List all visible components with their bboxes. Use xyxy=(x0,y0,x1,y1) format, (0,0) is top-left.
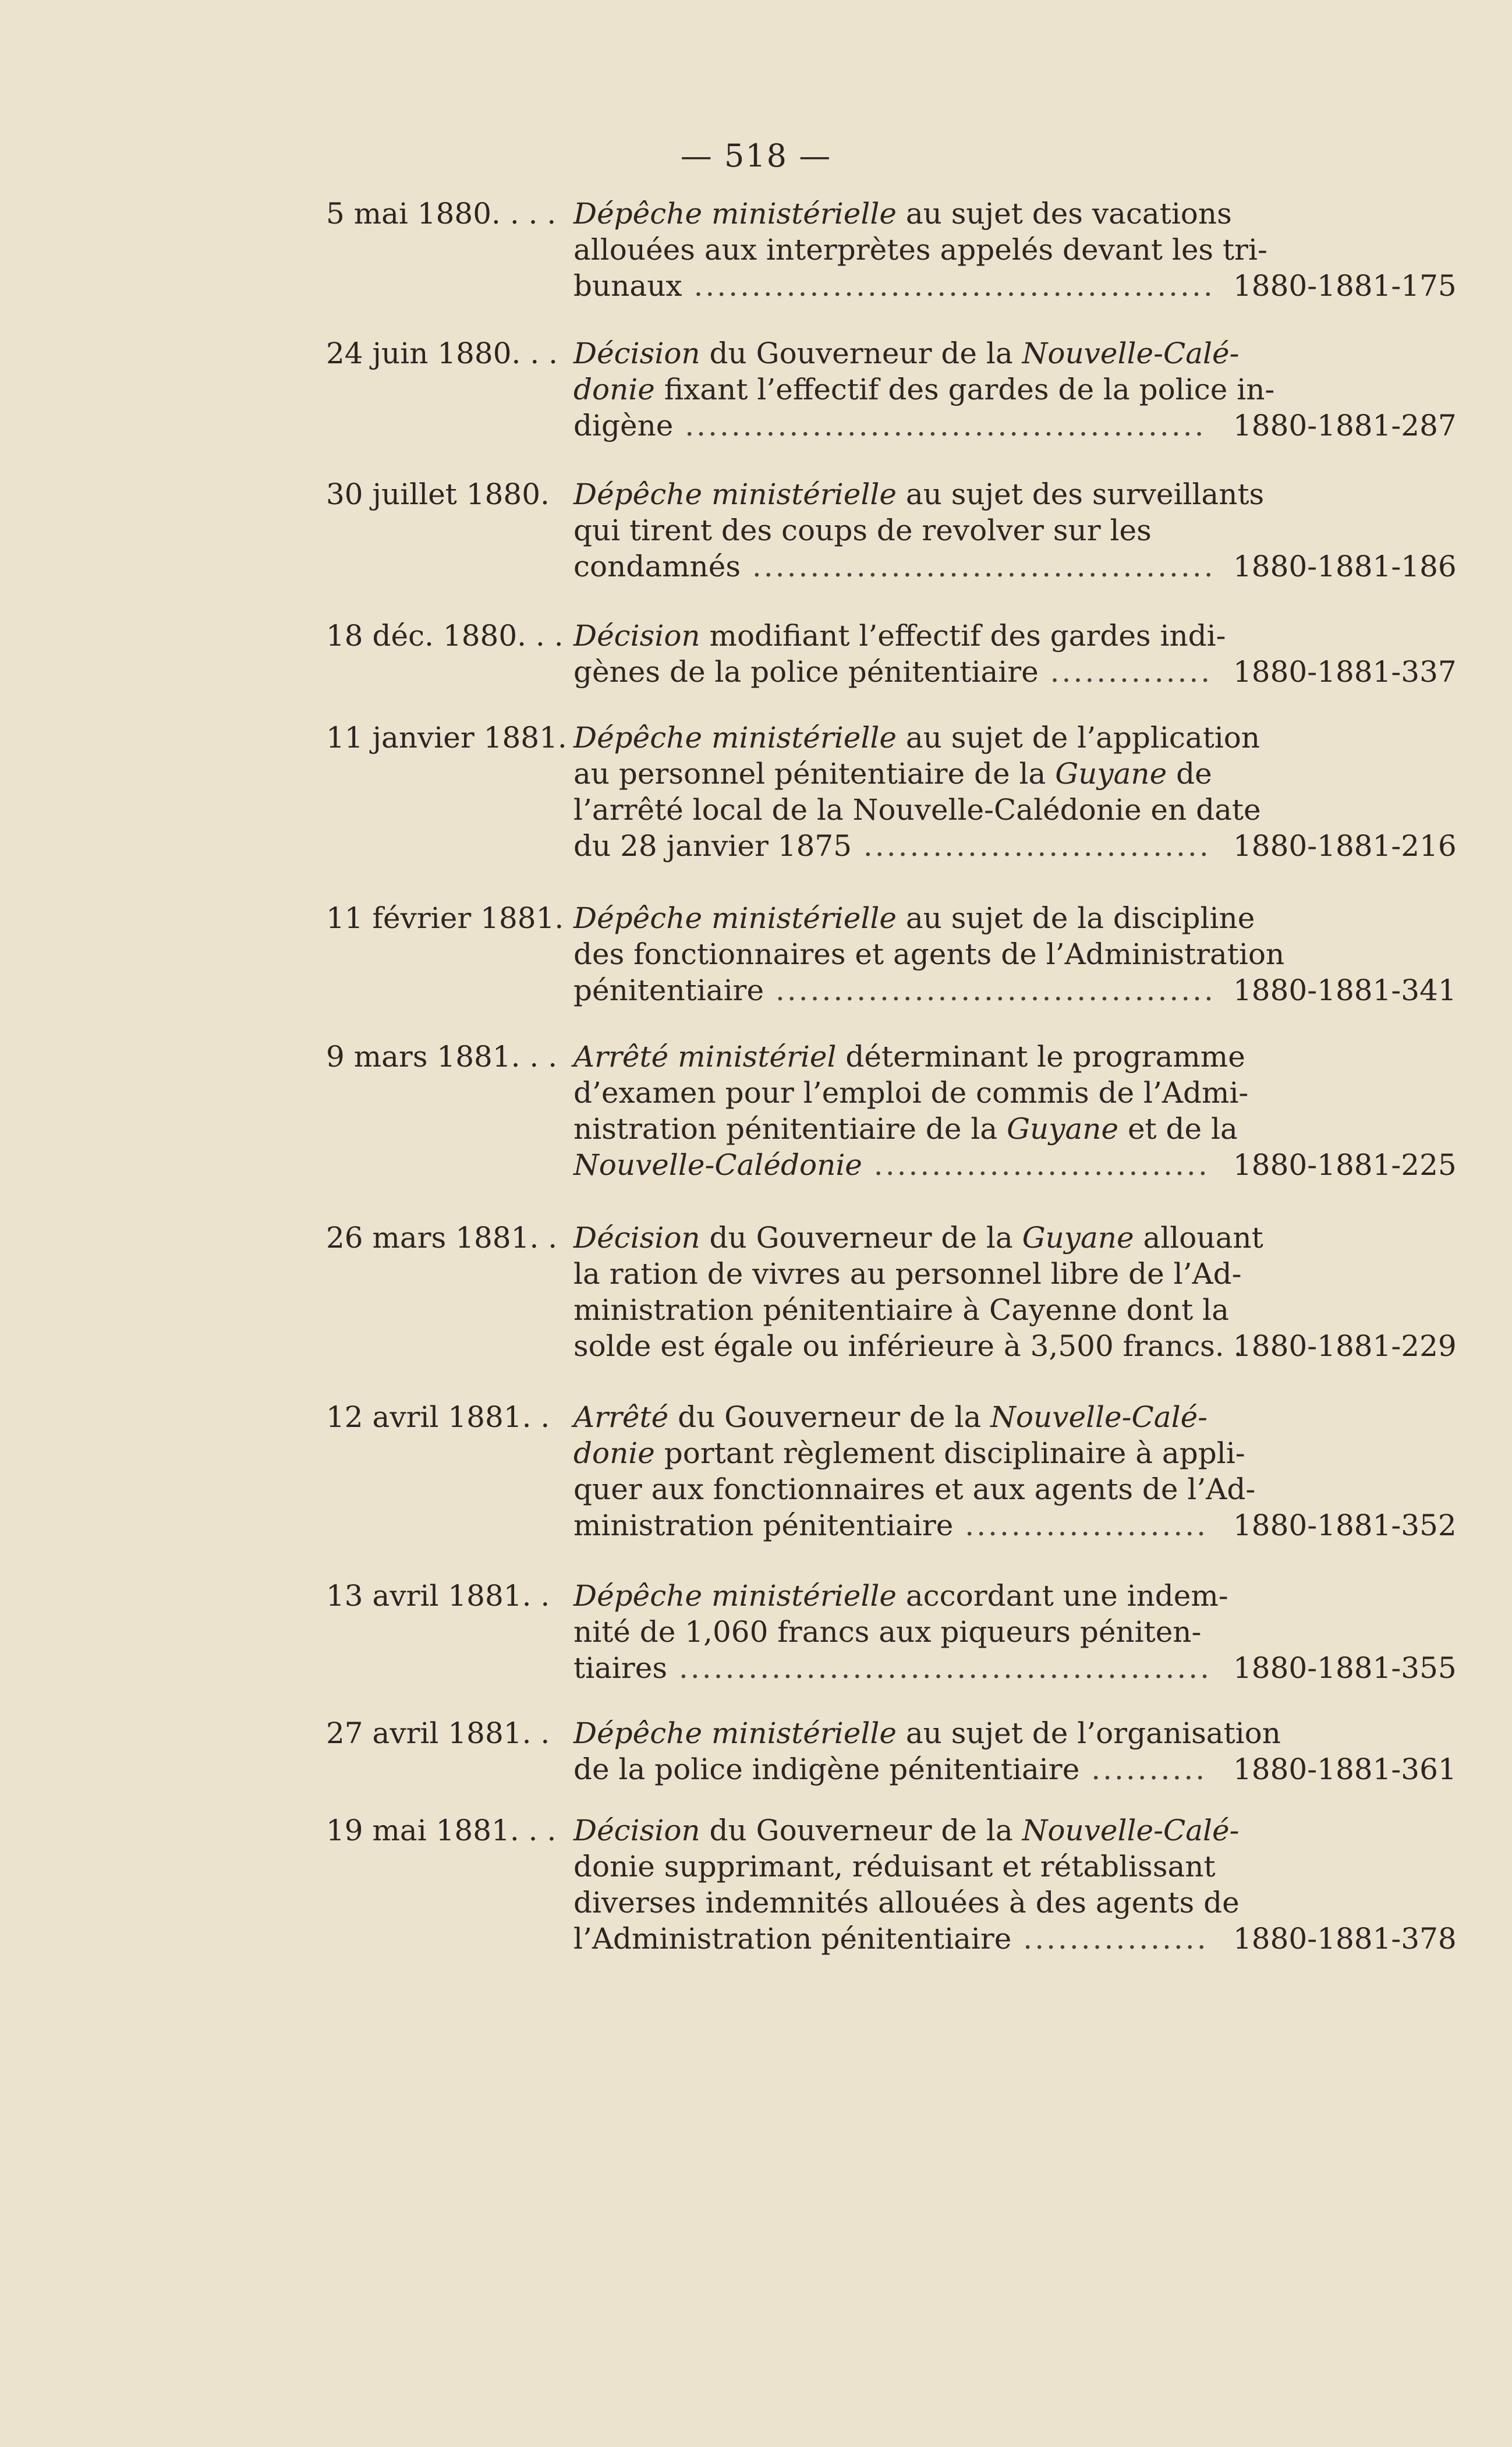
entry-text-line: des fonctionnaires et agents de l’Administration xyxy=(573,937,1285,971)
dot-leader: ...................................... xyxy=(764,973,1216,1007)
entry-text-line: Nouvelle-Calédonie ............................. xyxy=(573,1148,1210,1182)
entry-text-line: digène ............................................. xyxy=(573,409,1206,442)
entry-text-line: Décision du Gouverneur de la Guyane allouant xyxy=(573,1221,1263,1255)
entry-reference: 1880-1881-355 xyxy=(1233,1651,1457,1685)
entry-reference: 1880-1881-341 xyxy=(1233,973,1457,1007)
page-number: — 518 — xyxy=(680,137,832,174)
entry-reference: 1880-1881-352 xyxy=(1233,1508,1457,1542)
dot-leader: ........................................ xyxy=(741,550,1216,583)
entry-text-line: Dépêche ministérielle au sujet de l’application xyxy=(573,721,1260,755)
entry-reference: 1880-1881-229 xyxy=(1233,1329,1457,1363)
entry-reference: 1880-1881-287 xyxy=(1233,409,1457,442)
entry-reference: 1880-1881-175 xyxy=(1233,269,1457,303)
entry-text-line: pénitentiaire ...................................... xyxy=(573,973,1216,1007)
entry-text-line: diverses indemnités allouées à des agents de xyxy=(573,1886,1240,1920)
entry-text-line: Décision modifiant l’effectif des gardes indi- xyxy=(573,619,1226,653)
entry-text-line: tiaires .............................................. xyxy=(573,1651,1212,1685)
entry-text-line: Décision du Gouverneur de la Nouvelle-Calé- xyxy=(573,1814,1240,1847)
entry-date: 19 mai 1881. . . xyxy=(326,1814,557,1847)
entry-text-line: donie fixant l’effectif des gardes de la police in- xyxy=(573,373,1275,406)
entry-text-line: nité de 1,060 francs aux piqueurs péniten- xyxy=(573,1615,1202,1649)
entry-text-line: de la police indigène pénitentiaire .......... xyxy=(573,1752,1208,1786)
entry-text-line: Dépêche ministérielle au sujet des vacations xyxy=(573,197,1232,231)
entry-text-line: l’arrêté local de la Nouvelle-Calédonie en date xyxy=(573,793,1261,827)
entry-text-line: Décision du Gouverneur de la Nouvelle-Calé- xyxy=(573,337,1240,370)
entry-text-line: Arrêté du Gouverneur de la Nouvelle-Calé- xyxy=(573,1400,1208,1434)
entry-reference: 1880-1881-225 xyxy=(1233,1148,1457,1182)
dot-leader: ................ xyxy=(1011,1922,1209,1956)
entry-date: 11 janvier 1881. xyxy=(326,721,567,755)
entry-text-line: l’Administration pénitentiaire ................ xyxy=(573,1922,1209,1956)
entry-text-line: allouées aux interprètes appelés devant les tri- xyxy=(573,233,1267,267)
entry-reference: 1880-1881-216 xyxy=(1233,829,1457,863)
entry-date: 24 juin 1880. . . xyxy=(326,337,558,370)
entry-text-line: solde est égale ou inférieure à 3,500 francs. . xyxy=(573,1329,1243,1363)
entry-text-line: Arrêté ministériel déterminant le programme xyxy=(573,1040,1245,1074)
dot-leader: ............................................. xyxy=(673,409,1206,442)
dot-leader: .............. xyxy=(1038,655,1213,689)
entry-text-line: Dépêche ministérielle accordant une indem- xyxy=(573,1579,1228,1613)
entry-text-line: au personnel pénitentiaire de la Guyane de xyxy=(573,757,1212,791)
entry-text-line: condamnés ........................................ xyxy=(573,550,1216,583)
entry-text-line: gènes de la police pénitentiaire .............. xyxy=(573,655,1213,689)
entry-date: 27 avril 1881. . xyxy=(326,1716,550,1750)
dot-leader: .............................. xyxy=(852,829,1211,863)
entry-text-line: donie supprimant, réduisant et rétablissant xyxy=(573,1850,1216,1883)
dot-leader: ............................................. xyxy=(682,269,1215,303)
entry-text-line: bunaux ............................................. xyxy=(573,269,1215,303)
entry-text-line: qui tirent des coups de revolver sur les xyxy=(573,514,1152,547)
entry-text-line: Dépêche ministérielle au sujet de l’organisation xyxy=(573,1716,1281,1750)
entry-text-line: Dépêche ministérielle au sujet des surveillants xyxy=(573,477,1265,511)
entry-date: 12 avril 1881. . xyxy=(326,1400,550,1434)
entry-text-line: ministration pénitentiaire à Cayenne dont la xyxy=(573,1293,1229,1327)
entry-date: 11 février 1881. xyxy=(326,901,564,935)
dot-leader: ..................... xyxy=(953,1508,1209,1542)
entry-reference: 1880-1881-337 xyxy=(1233,655,1457,689)
entry-reference: 1880-1881-378 xyxy=(1233,1922,1457,1956)
entry-text-line: Dépêche ministérielle au sujet de la discipline xyxy=(573,901,1255,935)
entry-text-line: quer aux fonctionnaires et aux agents de l’Ad- xyxy=(573,1472,1256,1506)
entry-reference: 1880-1881-186 xyxy=(1233,550,1457,583)
entry-date: 9 mars 1881. . . xyxy=(326,1040,558,1074)
dot-leader: .......... xyxy=(1079,1752,1208,1786)
entry-text-line: ministration pénitentiaire ..................... xyxy=(573,1508,1209,1542)
entry-text-line: d’examen pour l’emploi de commis de l’Admi- xyxy=(573,1076,1249,1110)
entry-text-line: du 28 janvier 1875 .............................. xyxy=(573,829,1211,863)
dot-leader: .............................................. xyxy=(667,1651,1212,1685)
entry-date: 5 mai 1880. . . . xyxy=(326,197,557,231)
entry-text-line: nistration pénitentiaire de la Guyane et de la xyxy=(573,1112,1238,1146)
entry-reference: 1880-1881-361 xyxy=(1233,1752,1457,1786)
dot-leader: ............................. xyxy=(862,1148,1210,1182)
entry-text-line: la ration de vivres au personnel libre de l’Ad- xyxy=(573,1257,1242,1291)
entry-date: 26 mars 1881. . xyxy=(326,1221,558,1255)
entry-date: 13 avril 1881. . xyxy=(326,1579,550,1613)
entry-date: 18 déc. 1880. . . xyxy=(326,619,564,653)
entry-date: 30 juillet 1880. xyxy=(326,477,550,511)
entry-text-line: donie portant règlement disciplinaire à appli- xyxy=(573,1436,1245,1470)
